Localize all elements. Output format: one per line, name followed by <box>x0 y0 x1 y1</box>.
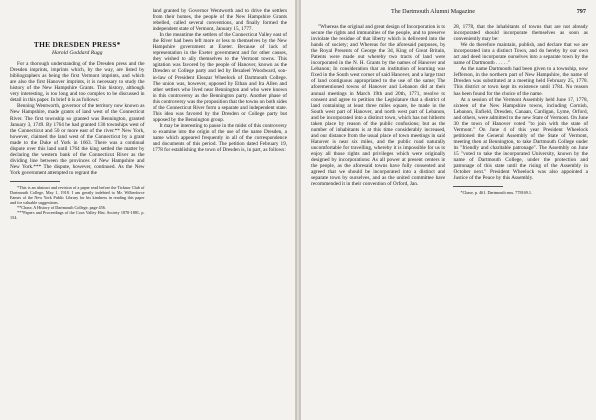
paragraph: At a session of the Vermont Assembly held June 17, 1778, sixteen of the New Hampshire towns, including Cornish, Lebanon, Enfield, Dresden, Canaan, Cardigan, Lyme, Orford, and others, were admitted to the new State of Vermont. On June 30 the town of Hanover voted "to join with the state of Vermont." On June 4 of this year President Wheelock petitioned the General Assembly of the State of Vermont, meeting then at Bennington, to take Dartmouth College under its "friendly and charitable patronage". The Assembly on June 15 "voted to take the incorporated University, known by the name of Dartmouth College, under the protection and patronage of this state until the rising of the Assembly in October next." President Wheelock was also appointed a Justice of the Peace by this Assembly. <box>453 96 588 182</box>
footnote: *Chase, p. 461. Dartmouth mss. 778169.1. <box>460 190 533 196</box>
right-page <box>300 0 596 420</box>
paragraph: It may be interesting to pause in the midst of this controversy to examine into the origin of the use of the name Dresden, a name which appeared frequently in all of the correspondence and documents of this period. The petition dated February 19, 1778 for establishing the town of Dresden is, in part, as follows: <box>152 122 287 154</box>
paragraph: We do therefore maintain, publish, and declare that we are incorporated into a distinct Town, and do hereby by our own act and deed incorporate ourselves into a separate town by the name of Dartmouth . . . . ." <box>453 42 588 67</box>
article-title: THE DRESDEN PRESS* <box>33 40 121 49</box>
footnote-rule <box>453 186 503 187</box>
footnote: **Chase, A History of Dartmouth College, page 456. <box>17 204 106 210</box>
running-head-title: The Dartmouth Alumni Magazine <box>390 8 476 15</box>
left-page <box>0 0 296 420</box>
paragraph: For a thorough understanding of the Dresden press and the Dresden imprints, imprints which, by the way, are listed by bibliographers as being the first Vermont imprints, and which are also the first Hanover imprints, it is necessary to study the history of the New Hampshire Grants. This history, although very interesting, is too long and too complex to be discussed in detail in this paper. In brief it is as follows: <box>10 61 145 104</box>
left-column-2 <box>153 8 288 414</box>
paragraph: land granted by Governor Wentworth and to drive the settlers from their homes, the people of the New Hampshire Grants rebelled, called several conventions, and finally formed the independent state of Vermont, January 15, 1777. <box>152 8 287 33</box>
footnote-rule <box>10 181 60 182</box>
paragraph: Benning Wentworth, governor of the territory now known as New Hampshire, made grants of land west of the Connecticut River. The first township so granted was Bennington, granted January 3, 1749. By 1764 he had granted 130 townships west of the Connecticut and 50 or more east of the river.** New York, however, claimed the land west of the Connecticut by a grant made to the Duke of York in 1663. There was a continual dispute over this land until 1764 the king settled the matter by declaring the western bank of the Connecticut River as the dividing line between the provinces of New Hampshire and New York.*** The dispute, however, continued. As the New York government attempted to regrant the <box>10 103 145 176</box>
paragraph: In the meantime the settlers of the Connecticut Valley east of the River had been left more or less to themselves by the New Hampshire government at Exeter. Because of lack of representation in the Exeter government and for other causes, they wished to ally themselves to the Vermont towns. This agitation was favored by the people of Hanover, known as the Dresden or College party and led by Bezaleel Woodward, son-in-law of President Eleazar Wheelock of Dartmouth College. The union was, however, opposed by Ethan and Ira Allen and other settlers who lived near Bennington and who were known in this controversy as the Bennington party. Another phase of this controversy was the proposition that the towns on both sides of the Connecticut River form a separate and independent state. This idea was favored by the Dresden or College party but opposed by the Bennington group. <box>152 32 287 123</box>
running-head <box>311 8 586 16</box>
paragraph: As the name Dartmouth had been given to a township, now Jefferson, in the northern part of New Hampshire, the name of Dresden was substituted at a meeting held February 25, 1778. This district or town kept its existence until 1784. No reason has been found for the choice of the name. <box>453 66 588 97</box>
article-author: Harold Goddard Rugg <box>51 50 103 57</box>
right-columns <box>311 24 588 414</box>
right-column-1 <box>311 24 446 414</box>
left-columns <box>10 8 287 414</box>
paragraph: 28, 1778, that the inhabitants of towns that are not already incorporated should incorporate themselves as soon as conveniently may be: <box>453 24 588 43</box>
paragraph: "Whereas the original and great design of Incorporation is to secure the rights and immunities of the people, and to preserve inviolate the residue of that liberty which is delivered into the hands of society; and Whereas for the aforesaid purposes, by the Royal Presents of George the 3d, King of Great Britain, Patents were made out whereby two tracts of land were incorporated in the N. H. Grants by the names of Hanover and Lebanon; In consideration that an institution of learning was fixed in the South west corner of said Hanover, and a large tract of land contiguous appropriated to the use of the same; The aforementioned towns of Hanover and Lebanon did at their annual meetings in March 19th and 20th, 1771, resolve to consent and agree to petition the Legislature that a district of land containing at least three miles square, be made in the South west part of Hanover, and north west part of Lebanon, and be incorporated into a distinct town, which has not hitherto taken place by reason of the public confusions; but as the number of inhabitants is at this time considerably increased, and our distance from the usual place of town meetings in said Hanover is near six miles, and the public road naturally uncomfortable for travelling, whereby it is impossible for us to enjoy all those rights and privileges which were originally designed by incorporations: As all power at present centers in the people, as the aforesaid towns have fully consented and agreed that we should be incorporated into a distinct and separate town by ourselves, and as the united committee have recommended it in their convention of Orford, Jan. <box>310 24 446 188</box>
right-column-2 <box>453 24 588 414</box>
left-column-1 <box>10 8 145 414</box>
footnote: ***Papers and Proceedings of the Coos Valley Hist. Society 1870-1881, p. 154. <box>10 209 145 220</box>
page-number: 797 <box>576 8 586 15</box>
footnote: *This is an abstract and revision of a paper read before the Ticknor Club of Dartmouth College, May 1, 1918. I am greatly indebted to Mr. Wilberforce Eames of the New York Public Library for his kindness in reading this paper and for valuable suggestions. <box>10 184 145 205</box>
